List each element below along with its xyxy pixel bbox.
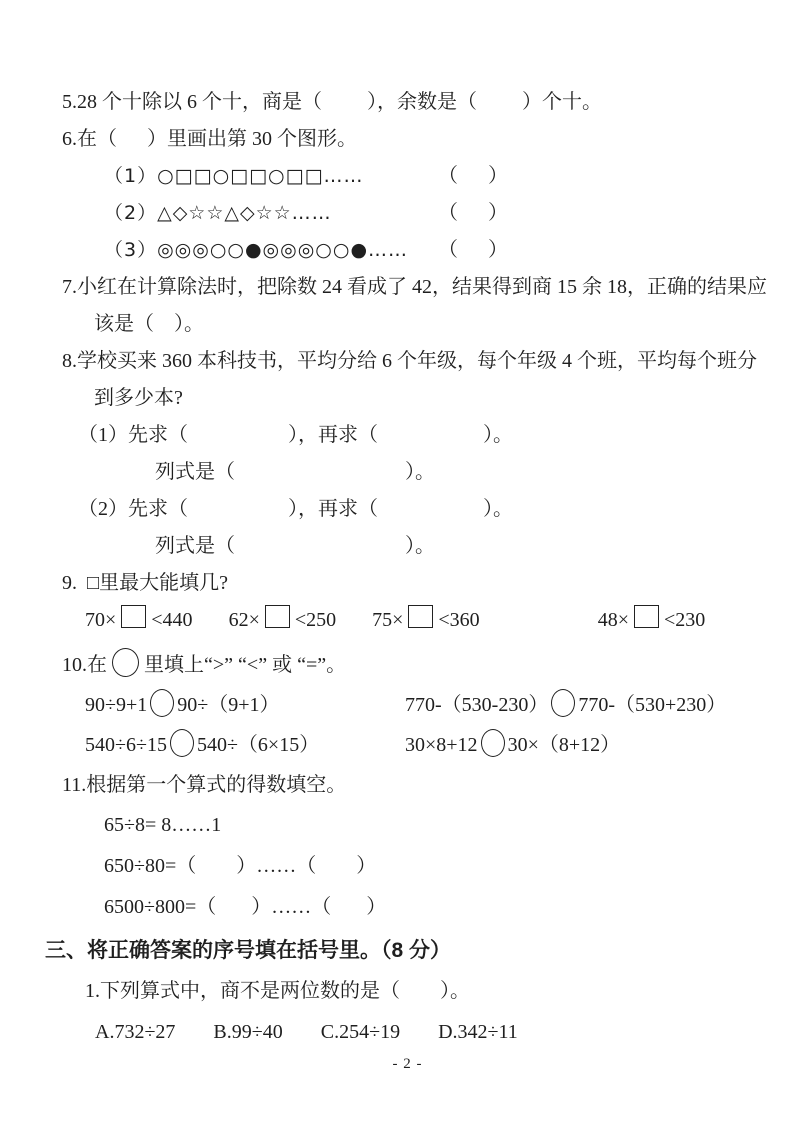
page-number: - 2 -	[392, 1056, 423, 1072]
question-6-pattern-1	[62, 158, 753, 195]
q9-item-4-left: 48×	[597, 609, 629, 631]
question-11-line-2: 650÷80=（ ）……（ ）	[104, 855, 377, 877]
section-3-heading: 三、将正确答案的序号填在括号里。（8 分）	[45, 939, 452, 962]
q9-item-1-answer-box	[121, 605, 146, 628]
q9-item-4	[598, 602, 706, 639]
q9-item-1-left: 70×	[85, 609, 117, 631]
q9-item-4-right: <230	[663, 609, 706, 631]
question-11-title: 11.根据第一个算式的得数填空。	[62, 774, 347, 796]
pattern-1-answer-blank: （ ）	[438, 165, 508, 187]
q9-item-2-left: 62×	[228, 609, 260, 631]
q10-title-pre: 10.在	[62, 654, 107, 676]
question-6-pattern-3	[62, 232, 753, 269]
q9-item-3-answer-box	[408, 605, 433, 628]
question-5: 5.28 个十除以 6 个十，商是（ ），余数是（ ）个十。	[62, 91, 602, 113]
question-7-line-2: 该是（ ）。	[94, 313, 204, 335]
q10-compare-2	[405, 685, 726, 725]
question-8-part-2-expr: 列式是（ ）。	[155, 535, 435, 557]
q10-compare-2-left: 770-（530-230）	[405, 694, 549, 716]
question-8-line-1: 8.学校买来 360 本科技书，平均分给 6 个年级，每个年级 4 个班，平均每个班分	[62, 350, 757, 372]
q10-compare-4-right: 30×（8+12）	[507, 734, 621, 756]
q9-item-1	[85, 602, 193, 639]
q9-item-1-right: <440	[151, 609, 193, 631]
q9-item-2-answer-box	[265, 605, 290, 628]
pattern-1-sequence: （1）○□□○□□○□□……	[104, 165, 364, 187]
option-b: B.99÷40	[213, 1021, 283, 1043]
q10-compare-4-circle	[481, 729, 505, 757]
option-c: C.254÷19	[320, 1021, 401, 1043]
option-d: D.342÷11	[438, 1021, 518, 1043]
q10-compare-4	[405, 725, 620, 765]
q10-compare-1-circle	[150, 689, 174, 717]
q10-compare-1	[85, 685, 405, 725]
question-8-line-2: 到多少本?	[94, 387, 183, 409]
question-11-line-3: 6500÷800=（ ）……（ ）	[104, 896, 387, 918]
question-8-part-1-ask: （1）先求（ ），再求（ ）。	[78, 424, 513, 446]
q9-item-3-right: <360	[438, 609, 480, 631]
q9-item-3	[372, 602, 480, 639]
section-3-question-1-title: 1.下列算式中，商不是两位数的是（ ）。	[85, 980, 470, 1002]
q10-compare-3-circle	[170, 729, 194, 757]
q9-item-2-right: <250	[294, 609, 337, 631]
question-11-line-1: 65÷8= 8……1	[104, 814, 222, 836]
question-9-title: 9. □里最大能填几?	[62, 572, 228, 594]
q10-compare-4-left: 30×8+12	[405, 734, 478, 756]
question-10-row-1	[62, 685, 753, 725]
q10-compare-3	[85, 725, 405, 765]
pattern-2-answer-blank: （ ）	[438, 202, 508, 224]
option-a: A.732÷27	[95, 1021, 176, 1043]
question-10-title	[62, 645, 753, 685]
q9-item-2	[229, 602, 337, 639]
q10-compare-3-left: 540÷6÷15	[85, 734, 167, 756]
q10-title-post: 里填上“>” “<” 或 “=”。	[144, 654, 347, 676]
section-3-question-1-options	[62, 1012, 753, 1053]
q10-compare-2-circle	[551, 689, 575, 717]
question-8-part-1-expr: 列式是（ ）。	[155, 461, 435, 483]
pattern-3-answer-blank: （ ）	[438, 239, 508, 261]
question-10-row-2	[62, 725, 753, 765]
q10-compare-3-right: 540÷（6×15）	[196, 734, 320, 756]
question-6-title: 6.在（ ）里画出第 30 个图形。	[62, 128, 357, 150]
question-6-pattern-2	[62, 195, 753, 232]
q10-compare-1-left: 90÷9+1	[85, 694, 148, 716]
question-7-line-1: 7.小红在计算除法时，把除数 24 看成了 42，结果得到商 15 余 18，正确的结果应	[62, 276, 767, 298]
q10-circle-icon	[112, 648, 139, 677]
pattern-2-sequence: （2）△◇☆☆△◇☆☆……	[104, 202, 332, 224]
pattern-3-sequence: （3）◎◎◎○○●◎◎◎○○●……	[104, 239, 409, 261]
q9-item-4-answer-box	[634, 605, 659, 628]
question-8-part-2-ask: （2）先求（ ），再求（ ）。	[78, 498, 513, 520]
question-9-row	[62, 602, 753, 639]
q10-compare-2-right: 770-（530+230）	[578, 694, 727, 716]
q10-compare-1-right: 90÷（9+1）	[177, 694, 280, 716]
q9-item-3-left: 75×	[372, 609, 404, 631]
